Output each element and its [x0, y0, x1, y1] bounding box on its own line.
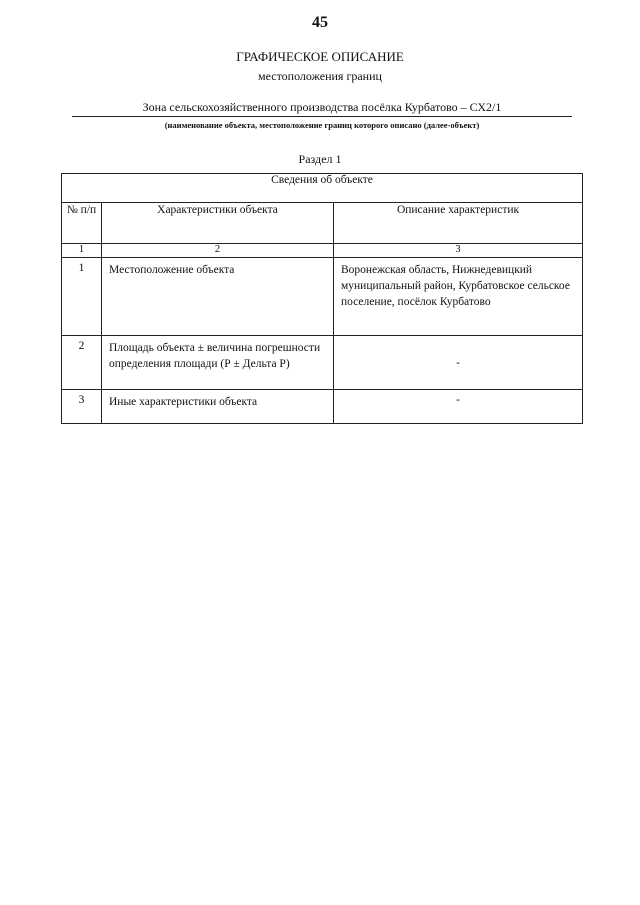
object-name-underline	[72, 116, 572, 117]
object-info-table	[61, 173, 583, 424]
row-characteristic: Местоположение объекта	[102, 258, 334, 336]
object-name-caption: (наименование объекта, местоположение границ которого описано (далее-объект)	[164, 120, 480, 130]
row-characteristic: Иные характеристики объекта	[102, 390, 334, 424]
header-number: № п/п	[62, 203, 102, 244]
row-description: -	[334, 390, 583, 424]
column-numbers-row	[62, 244, 583, 258]
table-row	[62, 390, 583, 424]
header-characteristics: Характеристики объекта	[102, 203, 334, 244]
table-row	[62, 258, 583, 336]
document-subtitle: местоположения границ	[258, 69, 382, 83]
header-description: Описание характеристик	[334, 203, 583, 244]
column-number: 1	[62, 244, 102, 258]
column-number: 2	[102, 244, 334, 258]
row-number: 1	[62, 258, 102, 336]
table-header-row	[62, 203, 583, 244]
section-title: Раздел 1	[298, 152, 342, 166]
row-number: 3	[62, 390, 102, 424]
document-title: ГРАФИЧЕСКОЕ ОПИСАНИЕ	[236, 49, 404, 64]
row-characteristic: Площадь объекта ± величина погрешности определения площади (Р ± Дельта Р)	[102, 336, 334, 390]
row-description: Воронежская область, Нижнедевицкий муниципальный район, Курбатовское сельское поселение, посёлок Курбатово	[334, 258, 583, 336]
row-description: -	[334, 336, 583, 390]
table-caption-row	[62, 174, 583, 203]
page-number: 45	[312, 14, 328, 31]
column-number: 3	[334, 244, 583, 258]
table-row	[62, 336, 583, 390]
object-name: Зона сельскохозяйственного производства посёлка Курбатово – СХ2/1	[142, 100, 502, 114]
row-number: 2	[62, 336, 102, 390]
table-caption: Сведения об объекте	[62, 174, 583, 203]
